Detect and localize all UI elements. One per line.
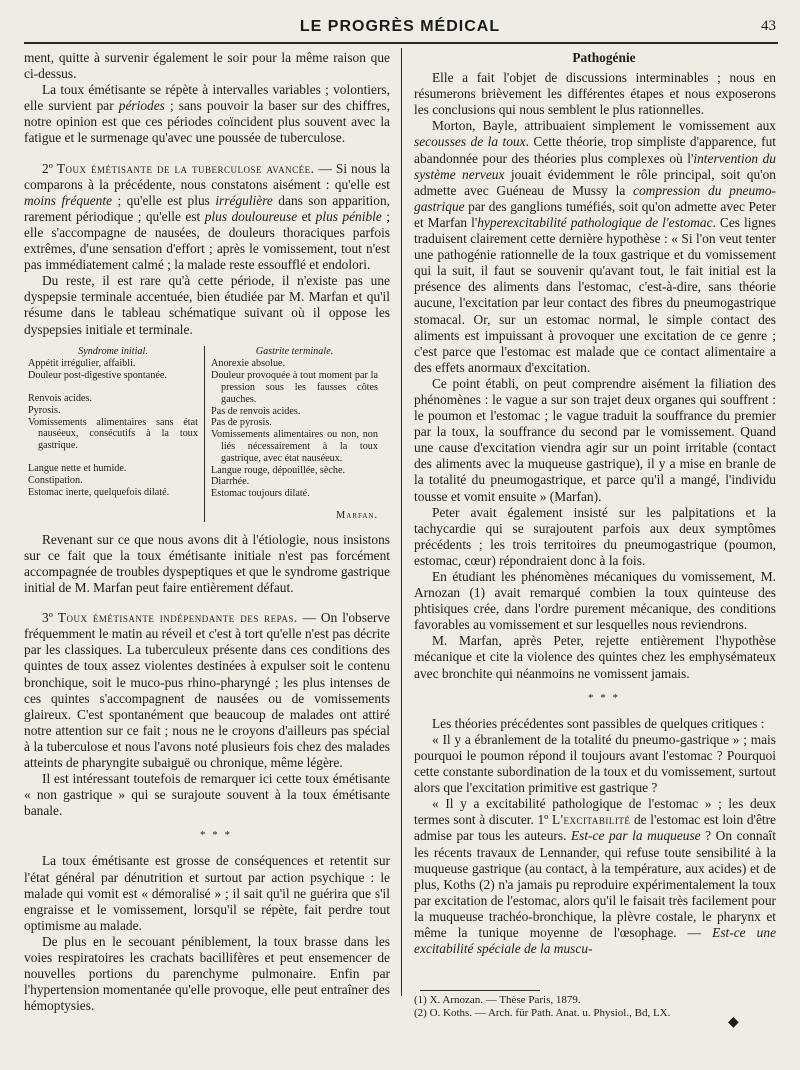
table-row: Vomissements alimentaires sans état nauséeux, consécutifs à la toux gastrique. [28, 416, 198, 452]
section-divider-stars: * * * [200, 829, 232, 842]
paragraph: Revenant sur ce que nous avons dit à l'étiologie, nous insistons sur ce fait que la toux émétisante initiale n'est pas forcément accompagnée de troubles dyspeptiques et que le syndrome gastrique initial de M. Marfan peut faire entièrement défaut. [24, 531, 390, 596]
section-heading: Toux émétisante indépendante des repas. [57, 610, 298, 626]
table-row: Douleur provoquée à tout moment par la pression sous les fausses côtes gauches. [211, 370, 378, 405]
footnote-rule [420, 990, 540, 991]
table-row: Estomac inerte, quelquefois dilaté. [28, 486, 170, 498]
table-header: Gastrite terminale. [255, 345, 334, 357]
marfan-comparison-table [28, 346, 390, 522]
paragraph: Il est intéressant toutefois de remarquer ici cette toux émétisante « non gastrique » qui se surajoute souvent à la toux émétisante banale. [24, 771, 390, 819]
ornament-diamond-icon: ◆ [728, 1014, 739, 1030]
table-row: Langue rouge, dépouillée, sèche. [211, 464, 346, 476]
section-heading: Toux émétisante de la tuberculose avancée. [56, 160, 315, 176]
table-row: Diarrhée. [211, 476, 250, 488]
section-title: Pathogénie [572, 50, 636, 65]
paragraph: Ce point établi, on peut comprendre aisément la filiation des phénomènes : le vague a sur son trajet deux organes qui souffrent : le poumon et l'estomac ; le vague traduit la souffrance du premier par la toux, la souffrance du second par le vomissement. Quand une cause d'excitation viendra agir sur un point irritable (contact des aliments avec la muqueuse gastrique), il y a mise en branle de la totalité du pneumogastrique, et parce qu'il a mangé, l'individu tousse et vomit ensuite » (Marfan). [414, 375, 776, 504]
paragraph: La toux émétisante est grosse de conséquences et retentit sur l'état général par dénutrition et surtout par action psychique : le malade qui vomit est « démoralisé » ; il sait qu'il ne guérira que s'il engraisse et le vomissement, lorsqu'il se répète, fait perdre tout optimisme au malade. [24, 853, 390, 933]
table-row: Estomac toujours dilaté. [211, 488, 310, 500]
page-header [0, 18, 800, 42]
table-row: Anorexie absolue. [211, 358, 286, 370]
table-row [28, 382, 198, 393]
table-row: Constipation. [28, 474, 83, 486]
table-row: Vomissements alimentaires ou non, non liés nécessairement à la toux gastrique, avec état nauséeux. [211, 429, 378, 464]
table-signature: Marfan. [336, 509, 378, 521]
paragraph: De plus en le secouant péniblement, la toux brasse dans les voies respiratoires les crachats bacillifères et peut ensemencer de nouvelles portions du parenchyme pulmonaire. Enfin par l'hypertension momentanée qu'elle provoque, elle peut entraîner des hémoptysies. [24, 933, 390, 1014]
footnote-1: (1) X. Arnozan. — Thèse Paris, 1879. [414, 994, 581, 1006]
footnotes [414, 994, 776, 1020]
table-header: Syndrome initial. [78, 345, 148, 357]
right-column [414, 50, 776, 957]
journal-title: LE PROGRÈS MÉDICAL [299, 18, 501, 35]
paragraph: La toux émétisante se répète à intervalles variables ; volontiers, elle survient par périodes ; sans pouvoir la baser sur des chiffres, notre opinion est que ces périodes coïncident plus souvent avec la fatigue et le surmenage qu'avec une poussée de tuberculose. [24, 82, 390, 146]
section-divider-stars: * * * [588, 691, 620, 704]
page-number: 43 [761, 18, 776, 34]
paragraph: ment, quitte à survenir également le soir pour la même raison que ci-dessus. [24, 50, 390, 82]
header-rule [24, 42, 778, 44]
table-row: Langue nette et humide. [28, 462, 127, 474]
table-column-initial [28, 346, 204, 522]
paragraph: Elle a fait l'objet de discussions interminables ; nous en résumerons brièvement les différentes étapes et nous exposerons les conclusions qui nous semblent le plus rationnelles. [414, 70, 776, 118]
table-row [28, 452, 198, 463]
table-row: Douleur post-digestive spontanée. [28, 370, 167, 382]
column-separator [401, 48, 402, 996]
left-column [24, 50, 390, 1014]
paragraph: « Il y a ébranlement de la totalité du pneumo-gastrique » ; mais pourquoi le poumon répond il toujours avant l'estomac ? Pourquoi cette constante subordination de la toux et du vomissement, surtout alors que l'excitation primitive est gastrique ? [414, 731, 776, 796]
table-row: Appétit irrégulier, affaibli. [28, 358, 136, 370]
paragraph: Les théories précédentes sont passibles de quelques critiques : [432, 715, 765, 731]
table-row: Renvois acides. [28, 392, 92, 404]
paragraph: Peter avait également insisté sur les palpitations et la tachycardie qui se surajoutent parfois aux deux symptômes précédents ; les trois territoires du pneumogastrique (poumon, estomac, cœur) répondraient donc à la fois. [414, 504, 776, 568]
section-tuberculose-avancee: 2º Toux émétisante de la tuberculose avancée. — Si nous la comparons à la précédente, nous constatons aisément : qu'elle est moins fréquente ; qu'elle est plus irrégulière dans son apparition, rarement périodique ; qu'elle est plus douloureuse et plus pénible ; elle s'accompagne de nausées, de douleurs thoraciques parfois extrêmes, d'une sensation d'effort ; après le vomissement, tout n'est pas immédiatement calmé ; la malade reste essoufflé et endolori. [24, 160, 390, 273]
footnote-2: (2) O. Koths. — Arch. für Path. Anat. u. Physiol., Bd, LX. [414, 1007, 671, 1019]
paragraph: Morton, Bayle, attribuaient simplement le vomissement aux secousses de la toux. Cette théorie, trop simpliste d'apparence, fut abandonnée pour des théories plus complexes où l'intervention du système nerveux jouait évidemment le rôle principal, soit qu'on admette avec Guéneau de Mussy la compression du pneumo-gastrique par des ganglions tuméfiés, soit qu'on admette avec Peter et Marfan l'hyperexcitabilité pathologique de l'estomac. Ces lignes traduisent clairement cette dernière hypothèse : « Si l'on veut tenter une pathogénie rationnelle de la toux gastrique et du vomissement qui la suit, il faut se souvenir qu'avant tout, le fait initial est la présence des aliments dans l'estomac, c'est-à-dire, sans théorie aucune, l'excitation par leur contact des fibres du pneumogastrique stomacal. Or, sur un estomac normal, le simple contact des aliments est impuissant à provoquer une excitation de ce genre ; c'est parce que l'estomac est malade que ce contact alimentaire a des effets anormaux d'excitation. [414, 118, 776, 375]
paragraph: Du reste, il est rare qu'à cette période, il n'existe pas une dyspepsie terminale accentuée, bien étudiée par M. Marfan et qu'il résume dans le tableau schématique suivant où il oppose les dyspepsies initiale et terminale. [24, 273, 390, 337]
section-independante-repas: 3º Toux émétisante indépendante des repas. — On l'observe fréquemment le matin au réveil et c'est à tort qu'elle n'est pas décrite par les classiques. La tuberculeux présente dans ces conditions des quintes de toux assez violentes destinées à expulser soit le contenu bronchique, soit le muco-pus rhino-pharyngé ; les plus intenses de ces quintes s'accompagnent de nausées ou de vomissements glaireux. C'est spontanément que beaucoup de malades ont attiré notre attention sur ce fait ; nous ne le croyons d'ailleurs pas spécial à la tuberculose et nous l'avons noté plusieurs fois chez des malades atteints de pharyngite subaiguë ou chronique, même légère. [24, 610, 390, 770]
paragraph: En étudiant les phénomènes mécaniques du vomissement, M. Arnozan (1) avait remarqué combien la toux quinteuse des phtisiques crée, dans l'ordre purement mécanique, des conditions favorables au vomissement et sur lesquelles nous reviendrons. [414, 569, 776, 633]
table-row: Pas de pyrosis. [211, 417, 272, 429]
table-row: Pyrosis. [28, 404, 61, 416]
paragraph: M. Marfan, après Peter, rejette entièrement l'hypothèse mécanique et cite la violence des quintes chez les emphysémateux avec bronchite qui néanmoins ne vomissent jamais. [414, 633, 776, 681]
paragraph: « Il y a excitabilité pathologique de l'estomac » ; les deux termes sont à discuter. 1º L'excitabilité de l'estomac est loin d'être admise par tous les auteurs. Est-ce par la muqueuse ? On connaît les récents travaux de Lennander, qui refuse toute sensibilité à la muqueuse gastrique (au contact, à la température, aux acides) et de plus, Koths (2) n'a jamais pu reproduire expérimentalement la toux par excitation de l'estomac, alors qu'il le faisait très facilement pour la muqueuse trachéo-bronchique, la plèvre costale, le pharynx et même la tunique moyenne de l'œsophage. — Est-ce une excitabilité spéciale de la muscu- [414, 796, 777, 957]
table-column-terminal [204, 346, 384, 522]
table-row: Pas de renvois acides. [211, 405, 301, 417]
